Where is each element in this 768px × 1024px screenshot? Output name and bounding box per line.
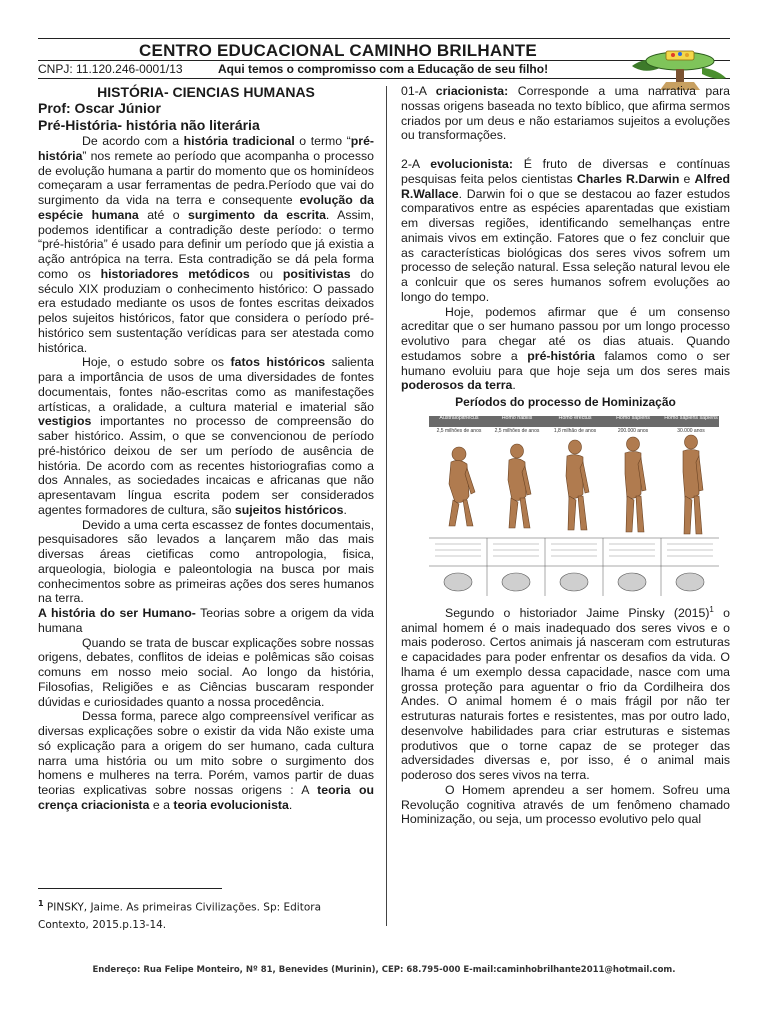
text-span: até o — [138, 207, 189, 222]
paragraph-hominization: O Homem aprendeu a ser homem. Sofreu uma Revolução cognitiva através de um fenômeno chamado Hominização, ou seja, um processo evolutivo pelo qual — [401, 782, 730, 827]
text-span: . Assim, podemos identificar a contradição deste período: o termo “pré-história” é usado para definir um período que já existia a ação antrópica na terra. Esta contradição se dá pela forma como os — [38, 207, 375, 281]
column-divider — [386, 86, 387, 926]
text-span: 01-A — [401, 84, 436, 98]
species-age: 1,8 milhão de anos — [553, 427, 597, 434]
header-rule-middle — [38, 60, 730, 61]
text-span: e a — [149, 797, 174, 812]
footnote-text: PINSKY, Jaime. As primeiras Civilizações. Sp: Editora Contexto, 2015.p.13-14. — [38, 901, 322, 931]
bold-span: evolução da espécie humana — [38, 193, 374, 222]
text-span: Corresponde a uma narrativa para nossas origens baseada no texto bíblico, que afirma sermos criados por um deus e não estariamos sujeitos a evoluções ou transformações. — [401, 84, 731, 143]
species-label: Homo erectus — [558, 415, 592, 421]
subheading-human-history — [38, 606, 374, 636]
bold-span: historiadores metódicos — [100, 266, 250, 281]
right-column — [401, 84, 730, 827]
bold-span: vestigios — [38, 414, 92, 429]
species-age: 2,5 milhões de anos — [494, 427, 540, 434]
text-span: e — [679, 171, 695, 186]
bold-span: poderosos da terra — [401, 378, 513, 393]
footer-address: Endereço: Rua Felipe Monteiro, Nº 81, Benevides (Murinin), CEP: 68.795-000 E-mail:caminhobrilhante2011@hotmail.com. — [92, 965, 676, 975]
text-span: De acordo com a — [82, 134, 184, 148]
bold-span: evolucionista: — [430, 157, 513, 171]
paragraph-evolutionist — [401, 157, 730, 305]
text-span: 2-A — [401, 157, 431, 171]
text-span: falamos como o ser humano evoluiu para que hoje seja um dos seres mais — [401, 348, 730, 378]
footnote-reference[interactable]: 1 — [709, 604, 714, 614]
footnote-rule — [38, 888, 222, 889]
species-age: 30.000 anos — [677, 427, 705, 434]
species-age: 200.000 anos — [617, 427, 649, 434]
hominization-figure — [429, 414, 719, 597]
text-span: . — [288, 797, 293, 812]
text-span: salienta para a importância de usos de uma diversidades de fontes documentais, fontes não-escritas como as manifestações artísticas, a oralidade, a cultura material e imaterial são — [38, 355, 374, 414]
bold-span: surgimento da escrita — [188, 207, 326, 222]
text-span: ” nos remete ao período que acompanha o processo de evolução humana a partir do momento que os hominídeos começaram a usar ferramentas de pedra.Período que vai do surgimento da vida na terra e consequente — [38, 148, 374, 207]
text-span: Hoje, o estudo sobre os — [82, 355, 231, 370]
bold-span: pré-história — [38, 134, 374, 163]
text-span: . Darwin foi o que se destacou ao fazer estudos comparativos entre as espécies aparentadas que existiam em diversas regiões, identificando semelhanças entre animais vivos em extinção. Fatores que o fez concluir que as características biológicas dos seres vivos sofrem um processo de seleção natural. Essa seleção natural levou ele a conlcuir que os seres humanos sofrem evoluções ao longo do tempo. — [401, 186, 730, 304]
text-span: Hoje, podemos afirmar que é um consenso acreditar que o ser humano passou por um longo processo evolutivo para chegar até os dias atuais. Quando estudamos sobre a — [401, 304, 730, 363]
text-span: É fruto de diversas e contínuas pesquisas feita pelos cientistas — [401, 157, 731, 186]
bold-span: fatos históricos — [230, 355, 326, 370]
species-age: 2,5 milhões de anos — [436, 427, 482, 434]
text-span: Teorias sobre a origem da vida humana — [38, 606, 374, 635]
header-rule-top — [38, 38, 730, 39]
figure-caption: Períodos do processo de Hominização — [455, 395, 676, 409]
paragraph-consensus — [401, 305, 730, 394]
paragraph-theories — [38, 709, 374, 812]
paragraph-origins: Quando se trata de buscar explicações sobre nossas origens, debates, conflitos de ideias e polêmicas são coisas comuns em nosso meio social. Ao longo da história, Filosofias, Religiões e as Ciências buscaram responder dúvidas e curiosidades quanto a nossa procedência. — [38, 635, 374, 709]
text-span: ou — [249, 266, 283, 281]
text-span: Dessa forma, parece algo compreensível verificar as diversas explicações sobre o existir da vida Não existe uma só explicação para a origem do ser humano, cada cultura narra uma história ou um mito sobre o surgimento dos homens e mulheres na terra. Porém, vamos partir de duas teorias explicativas sobre nossas origens : A — [38, 709, 374, 797]
cnpj-text: CNPJ: 11.120.246-0001/13 — [38, 62, 183, 76]
bold-span: Charles R.Darwin — [576, 171, 680, 186]
footnote-number: 1 — [38, 899, 44, 908]
paragraph-historical-facts — [38, 355, 374, 517]
species-label: Australopithecus — [439, 415, 479, 421]
text-span: o termo “ — [294, 134, 351, 148]
footnote — [38, 895, 358, 934]
paragraph-creationist — [401, 84, 730, 143]
bold-span: sujeitos históricos — [234, 502, 344, 517]
teacher-name: Prof: Oscar Júnior — [38, 100, 161, 116]
bold-span: positivistas — [282, 266, 351, 281]
bold-span: pré-história — [527, 348, 595, 363]
bold-span: Alfred R.Wallace — [401, 171, 730, 201]
school-name: CENTRO EDUCACIONAL CAMINHO BRILHANTE — [139, 41, 537, 60]
hominid-figures-icon — [429, 414, 719, 597]
paragraph-sources: Devido a uma certa escassez de fontes documentais, pesquisadores são levados a lançarem mão das mais diversas áreas cietificas como antropologia, fisica, arqueologia, biologia e paleontologia na busca por mais conhecimentos sobre as primeiras ações dos seres humanos na terra. — [38, 517, 374, 606]
header-rule-bottom — [38, 78, 730, 79]
school-motto: Aqui temos o compromisso com a Educação de seu filho! — [218, 62, 549, 76]
bold-span: criacionista: — [435, 84, 509, 98]
species-label: Homo habilis — [501, 415, 533, 421]
bold-span: teoria ou crença criacionista — [38, 783, 374, 812]
left-column — [38, 84, 374, 813]
text-span: Segundo o historiador Jaime Pinsky (2015) — [445, 605, 710, 620]
text-span: . — [512, 378, 516, 393]
text-span: . — [343, 502, 347, 517]
bold-span: teoria evolucionista — [173, 797, 289, 812]
species-label: Homo sapiens — [616, 415, 650, 421]
text-span: o animal homem é o mais inadequado dos seres vivos e o mais poderoso. Certos animais já nasceram com estruturas e capacidades para poder enfrentar os desafios da vida. O lhama é um exemplo dessa capacidade, nasce com uma grossa proteção para aguentar o frio da Cordilheira dos Andes. O animal homem é o mais frágil por não ter estruturas naturais fortes e resistentes, mas por outro lado, desenvolve habilidades para criar estruturas e sistemas produtivos que o torne capaz de se proteger das adversidades diversas e, por isso, é o animal mais poderoso dos seres vivos na terra. — [401, 605, 730, 783]
section-title: Pré-História- história não literária — [38, 117, 260, 133]
text-span: importantes no processo de compreensão do saber histórico. Assim, o que se convencionou de período pré-histórico deixou de ser um período de ausência de história. De acordo com as recentes historiografias como a dos Annales, as sociedades incaicas e africanas que não apresentavam língua escrita podem ser considerados agentes formadores de cultura, são — [38, 414, 374, 517]
species-label: Homo sapiens sapiens — [664, 415, 718, 421]
bold-span: A história do ser Humano- — [38, 606, 196, 620]
text-span: do século XIX produziam o conhecimento histórico: O passado era estudado mediante os usos de fontes escritas deixados pelos sujeitos históricos, fator que considera o período pré-histórico sem sustentação verídicas para ser atestada como histórica. — [38, 266, 375, 355]
bold-span: história tradicional — [183, 134, 295, 148]
paragraph-intro — [38, 134, 374, 355]
paragraph-pinsky — [401, 603, 730, 783]
subject-title: HISTÓRIA- CIENCIAS HUMANAS — [97, 84, 315, 100]
